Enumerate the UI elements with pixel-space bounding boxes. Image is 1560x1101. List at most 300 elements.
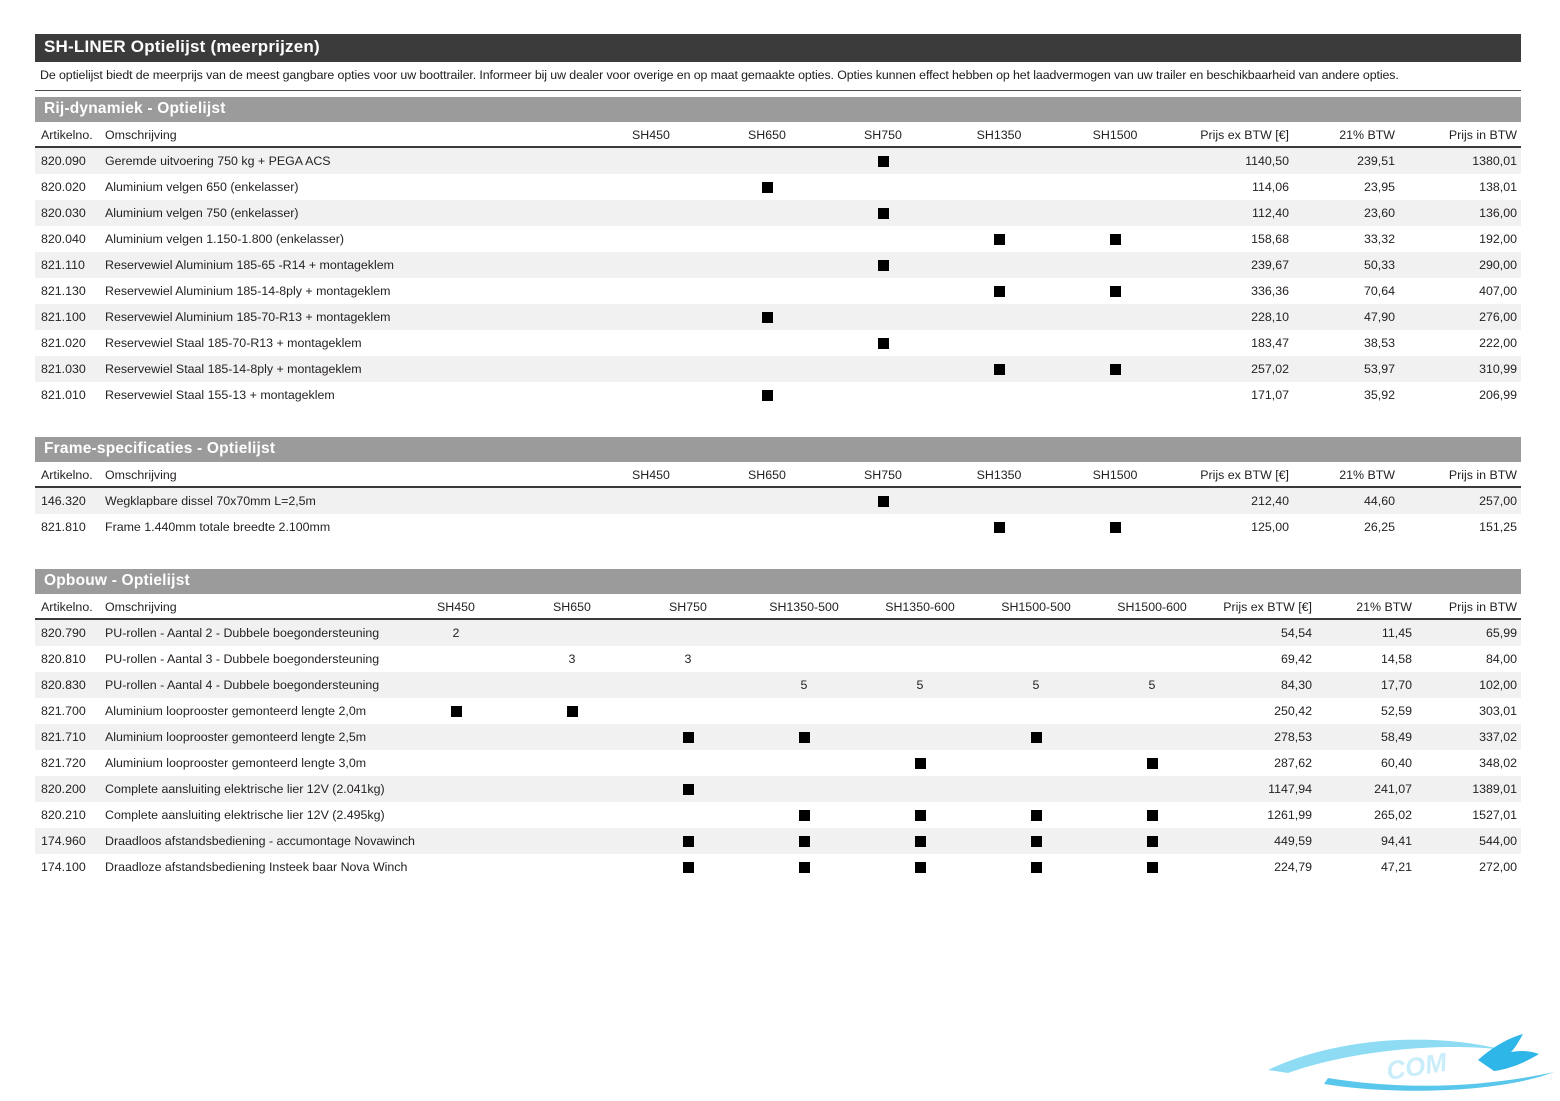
model-cell	[709, 356, 825, 382]
artikelno-cell: 820.020	[41, 180, 86, 195]
section-1	[35, 437, 1521, 540]
quantity-cell: 5	[800, 678, 808, 693]
model-cell	[1094, 619, 1210, 646]
table-row	[35, 646, 1521, 672]
model-cell	[746, 854, 862, 880]
omschrijving-cell: Reservewiel Staal 185-14-8ply + montageklem	[105, 362, 362, 377]
artikelno-cell: 820.040	[41, 232, 86, 247]
table-row	[35, 330, 1521, 356]
artikelno-cell: 820.030	[41, 206, 86, 221]
model-cell	[398, 802, 514, 828]
col-header-model: SH750	[864, 128, 902, 143]
table-row	[35, 619, 1521, 646]
artikelno-cell: 821.810	[41, 520, 86, 535]
availability-marker-icon	[915, 836, 926, 847]
availability-marker-icon	[1031, 810, 1042, 821]
vat-cell: 17,70	[1380, 678, 1412, 693]
price-in-cell: 337,02	[1479, 730, 1517, 745]
col-header-model: SH1350-600	[885, 600, 955, 615]
model-cell	[825, 514, 941, 540]
model-cell	[862, 750, 978, 776]
model-cell	[862, 776, 978, 802]
model-cell	[593, 330, 709, 356]
omschrijving-cell: Aluminium velgen 1.150-1.800 (enkelasser)	[105, 232, 344, 247]
model-cell	[941, 356, 1057, 382]
omschrijving-cell: Reservewiel Aluminium 185-65 -R14 + montageklem	[105, 258, 394, 273]
availability-marker-icon	[915, 758, 926, 769]
availability-marker-icon	[683, 862, 694, 873]
intro-text: De optielijst biedt de meerprijs van de meest gangbare opties voor uw boottrailer. Informeer bij uw dealer voor overige en op maat gemaakte opties. Opties kunnen effect hebben op het laadvermogen van uw trailer en beschikbaarheid van andere opties.	[35, 62, 1521, 91]
price-ex-cell: 125,00	[1251, 520, 1289, 535]
artikelno-cell: 820.090	[41, 154, 86, 169]
availability-marker-icon	[1110, 234, 1121, 245]
price-in-cell: 290,00	[1479, 258, 1517, 273]
model-cell	[978, 854, 1094, 880]
availability-marker-icon	[1110, 522, 1121, 533]
boat-wave-watermark-logo	[1260, 1019, 1560, 1099]
artikelno-cell: 821.720	[41, 756, 86, 771]
section-title: Opbouw - Optielijst	[35, 569, 1521, 594]
table-row	[35, 278, 1521, 304]
price-ex-cell: 228,10	[1251, 310, 1289, 325]
omschrijving-cell: PU-rollen - Aantal 3 - Dubbele boegondersteuning	[105, 652, 380, 667]
vat-cell: 26,25	[1363, 520, 1395, 535]
omschrijving-cell: Aluminium velgen 650 (enkelasser)	[105, 180, 299, 195]
availability-marker-icon	[683, 732, 694, 743]
artikelno-cell: 821.030	[41, 362, 86, 377]
model-cell	[941, 226, 1057, 252]
availability-marker-icon	[451, 706, 462, 717]
omschrijving-cell: Aluminium looprooster gemonteerd lengte 3,0m	[105, 756, 367, 771]
col-header-model: SH650	[748, 128, 786, 143]
model-cell	[398, 672, 514, 698]
vat-cell: 60,40	[1380, 756, 1412, 771]
model-cell	[593, 304, 709, 330]
availability-marker-icon	[762, 312, 773, 323]
price-in-cell: 102,00	[1479, 678, 1517, 693]
model-cell	[398, 646, 514, 672]
model-cell	[630, 854, 746, 880]
model-cell	[593, 382, 709, 408]
model-cell	[514, 619, 630, 646]
vat-cell: 38,53	[1363, 336, 1395, 351]
model-cell	[1094, 698, 1210, 724]
price-in-cell: 348,02	[1479, 756, 1517, 771]
model-cell	[825, 330, 941, 356]
model-cell	[941, 382, 1057, 408]
price-ex-cell: 84,30	[1280, 678, 1312, 693]
header-row	[35, 462, 1521, 487]
availability-marker-icon	[878, 156, 889, 167]
price-in-cell: 136,00	[1479, 206, 1517, 221]
model-cell	[825, 278, 941, 304]
col-header-model: SH1350	[976, 128, 1022, 143]
omschrijving-cell: Reservewiel Staal 155-13 + montageklem	[105, 388, 335, 403]
model-cell	[1057, 382, 1173, 408]
col-header-model: SH750	[864, 468, 902, 483]
price-ex-cell: 1147,94	[1268, 782, 1312, 797]
vat-cell: 53,97	[1363, 362, 1395, 377]
model-cell	[709, 147, 825, 174]
model-cell	[1057, 304, 1173, 330]
price-ex-cell: 212,40	[1251, 494, 1289, 509]
watermark-text: COM	[1384, 1046, 1449, 1086]
omschrijving-cell: PU-rollen - Aantal 2 - Dubbele boegondersteuning	[105, 626, 380, 641]
model-cell	[1094, 724, 1210, 750]
table-row	[35, 487, 1521, 514]
vat-cell: 11,45	[1381, 626, 1412, 641]
section-2	[35, 569, 1521, 880]
model-cell	[746, 646, 862, 672]
availability-marker-icon	[799, 836, 810, 847]
col-header-model: SH750	[669, 600, 707, 615]
model-cell	[514, 802, 630, 828]
col-header-vat: 21% BTW	[1356, 600, 1412, 615]
model-cell	[709, 487, 825, 514]
model-cell	[746, 724, 862, 750]
col-header-price-in: Prijs in BTW	[1448, 468, 1517, 483]
model-cell	[1094, 776, 1210, 802]
availability-marker-icon	[1031, 836, 1042, 847]
model-cell	[1057, 278, 1173, 304]
col-header-model: SH1500	[1092, 468, 1138, 483]
model-cell	[514, 854, 630, 880]
price-in-cell: 1527,01	[1472, 808, 1517, 823]
table-row	[35, 776, 1521, 802]
vat-cell: 47,21	[1380, 860, 1412, 875]
artikelno-cell: 821.110	[41, 258, 85, 273]
availability-marker-icon	[1147, 836, 1158, 847]
omschrijving-cell: Frame 1.440mm totale breedte 2.100mm	[105, 520, 331, 535]
quantity-cell: 5	[916, 678, 924, 693]
price-in-cell: 310,99	[1479, 362, 1517, 377]
artikelno-cell: 820.210	[41, 808, 86, 823]
quantity-cell: 5	[1032, 678, 1040, 693]
col-header-artikelno: Artikelno.	[41, 128, 93, 143]
price-ex-cell: 287,62	[1274, 756, 1312, 771]
model-cell	[941, 514, 1057, 540]
model-cell	[630, 724, 746, 750]
price-ex-cell: 1140,50	[1245, 154, 1289, 169]
omschrijving-cell: Geremde uitvoering 750 kg + PEGA ACS	[105, 154, 331, 169]
price-in-cell: 272,00	[1479, 860, 1517, 875]
col-header-price-in: Prijs in BTW	[1448, 600, 1517, 615]
price-in-cell: 151,25	[1479, 520, 1517, 535]
model-cell	[398, 854, 514, 880]
availability-marker-icon	[878, 338, 889, 349]
model-cell	[593, 226, 709, 252]
vat-cell: 35,92	[1363, 388, 1395, 403]
availability-marker-icon	[1147, 810, 1158, 821]
table-row	[35, 672, 1521, 698]
model-cell	[709, 304, 825, 330]
price-in-cell: 276,00	[1479, 310, 1517, 325]
table-row	[35, 514, 1521, 540]
col-header-vat: 21% BTW	[1339, 468, 1395, 483]
model-cell	[593, 174, 709, 200]
section-title: Rij-dynamiek - Optielijst	[35, 97, 1521, 122]
price-in-cell: 1389,01	[1472, 782, 1517, 797]
table-row	[35, 698, 1521, 724]
availability-marker-icon	[1110, 286, 1121, 297]
artikelno-cell: 146.320	[41, 494, 86, 509]
model-cell	[514, 750, 630, 776]
artikelno-cell: 821.700	[41, 704, 86, 719]
col-header-artikelno: Artikelno.	[41, 600, 93, 615]
model-cell	[709, 514, 825, 540]
availability-marker-icon	[683, 836, 694, 847]
quantity-cell: 3	[684, 652, 692, 667]
col-header-model: SH650	[748, 468, 786, 483]
col-header-model: SH450	[632, 468, 670, 483]
availability-marker-icon	[994, 522, 1005, 533]
col-header-model: SH1500-500	[1001, 600, 1071, 615]
artikelno-cell: 820.200	[41, 782, 86, 797]
model-cell	[978, 802, 1094, 828]
omschrijving-cell: Reservewiel Aluminium 185-70-R13 + montageklem	[105, 310, 391, 325]
col-header-model: SH1350	[976, 468, 1022, 483]
header-row	[35, 122, 1521, 147]
availability-marker-icon	[915, 862, 926, 873]
header-row	[35, 594, 1521, 619]
model-cell	[825, 226, 941, 252]
vat-cell: 70,64	[1363, 284, 1395, 299]
quantity-cell: 5	[1148, 678, 1156, 693]
model-cell	[862, 698, 978, 724]
col-header-model: SH450	[632, 128, 670, 143]
model-cell	[398, 776, 514, 802]
model-cell	[941, 147, 1057, 174]
model-cell	[709, 382, 825, 408]
artikelno-cell: 821.100	[41, 310, 86, 325]
col-header-model: SH1500	[1092, 128, 1138, 143]
vat-cell: 50,33	[1363, 258, 1395, 273]
options-table	[35, 122, 1521, 408]
availability-marker-icon	[567, 706, 578, 717]
omschrijving-cell: Reservewiel Aluminium 185-14-8ply + montageklem	[105, 284, 391, 299]
artikelno-cell: 174.960	[41, 834, 86, 849]
price-in-cell: 206,99	[1479, 388, 1517, 403]
col-header-model: SH650	[553, 600, 591, 615]
model-cell	[1094, 802, 1210, 828]
model-cell	[941, 200, 1057, 226]
table-row	[35, 356, 1521, 382]
model-cell	[1057, 226, 1173, 252]
price-in-cell: 222,00	[1479, 336, 1517, 351]
model-cell	[1057, 356, 1173, 382]
col-header-model: SH450	[437, 600, 475, 615]
model-cell	[825, 487, 941, 514]
availability-marker-icon	[994, 234, 1005, 245]
model-cell	[593, 487, 709, 514]
availability-marker-icon	[994, 286, 1005, 297]
vat-cell: 58,49	[1380, 730, 1412, 745]
quantity-cell: 3	[568, 652, 576, 667]
model-cell	[941, 330, 1057, 356]
availability-marker-icon	[878, 208, 889, 219]
model-cell	[630, 619, 746, 646]
model-cell	[514, 776, 630, 802]
price-ex-cell: 224,79	[1274, 860, 1312, 875]
model-cell	[1057, 200, 1173, 226]
artikelno-cell: 821.710	[41, 730, 86, 745]
omschrijving-cell: Complete aansluiting elektrische lier 12V (2.495kg)	[105, 808, 385, 823]
model-cell	[1057, 252, 1173, 278]
model-cell	[825, 382, 941, 408]
model-cell	[514, 724, 630, 750]
model-cell	[709, 226, 825, 252]
price-in-cell: 257,00	[1479, 494, 1517, 509]
omschrijving-cell: Draadloos afstandsbediening - accumontage Novawinch	[105, 834, 415, 849]
col-header-vat: 21% BTW	[1339, 128, 1395, 143]
option-tables-container	[35, 97, 1521, 880]
model-cell	[398, 828, 514, 854]
table-row	[35, 252, 1521, 278]
availability-marker-icon	[1031, 862, 1042, 873]
price-ex-cell: 449,59	[1274, 834, 1312, 849]
col-header-artikelno: Artikelno.	[41, 468, 93, 483]
price-ex-cell: 183,47	[1251, 336, 1289, 351]
model-cell	[746, 750, 862, 776]
fish-fin-icon	[1478, 1034, 1539, 1071]
price-ex-cell: 112,40	[1252, 206, 1289, 221]
table-row	[35, 382, 1521, 408]
price-in-cell: 407,00	[1479, 284, 1517, 299]
model-cell	[825, 356, 941, 382]
col-header-price-ex: Prijs ex BTW [€]	[1200, 128, 1289, 143]
col-header-price-ex: Prijs ex BTW [€]	[1223, 600, 1312, 615]
section-title: Frame-specificaties - Optielijst	[35, 437, 1521, 462]
table-row	[35, 226, 1521, 252]
model-cell	[1057, 514, 1173, 540]
availability-marker-icon	[878, 496, 889, 507]
model-cell	[941, 252, 1057, 278]
model-cell	[709, 174, 825, 200]
vat-cell: 94,41	[1380, 834, 1412, 849]
model-cell	[862, 828, 978, 854]
price-ex-cell: 158,68	[1251, 232, 1289, 247]
table-row	[35, 802, 1521, 828]
artikelno-cell: 821.010	[41, 388, 86, 403]
artikelno-cell: 820.830	[41, 678, 86, 693]
model-cell	[630, 698, 746, 724]
model-cell	[746, 698, 862, 724]
model-cell	[630, 828, 746, 854]
model-cell	[709, 200, 825, 226]
model-cell	[978, 776, 1094, 802]
vat-cell: 47,90	[1363, 310, 1395, 325]
vat-cell: 23,60	[1363, 206, 1395, 221]
artikelno-cell: 820.810	[41, 652, 86, 667]
availability-marker-icon	[799, 862, 810, 873]
model-cell	[709, 330, 825, 356]
price-in-cell: 138,01	[1479, 180, 1517, 195]
model-cell	[825, 304, 941, 330]
artikelno-cell: 174.100	[41, 860, 86, 875]
model-cell	[746, 776, 862, 802]
model-cell	[978, 750, 1094, 776]
model-cell	[746, 802, 862, 828]
availability-marker-icon	[878, 260, 889, 271]
model-cell	[1057, 487, 1173, 514]
model-cell	[978, 619, 1094, 646]
vat-cell: 14,58	[1380, 652, 1412, 667]
price-in-cell: 544,00	[1479, 834, 1517, 849]
availability-marker-icon	[1147, 862, 1158, 873]
model-cell	[825, 252, 941, 278]
table-row	[35, 200, 1521, 226]
price-in-cell: 192,00	[1479, 232, 1517, 247]
col-header-omschrijving: Omschrijving	[105, 128, 177, 143]
model-cell	[593, 278, 709, 304]
model-cell	[862, 619, 978, 646]
omschrijving-cell: PU-rollen - Aantal 4 - Dubbele boegondersteuning	[105, 678, 380, 693]
model-cell	[630, 776, 746, 802]
omschrijving-cell: Aluminium looprooster gemonteerd lengte 2,0m	[105, 704, 367, 719]
model-cell	[746, 828, 862, 854]
table-row	[35, 724, 1521, 750]
omschrijving-cell: Reservewiel Staal 185-70-R13 + montageklem	[105, 336, 362, 351]
model-cell	[978, 828, 1094, 854]
model-cell	[1057, 330, 1173, 356]
price-ex-cell: 114,06	[1252, 180, 1289, 195]
availability-marker-icon	[915, 810, 926, 821]
table-row	[35, 854, 1521, 880]
price-ex-cell: 69,42	[1280, 652, 1312, 667]
price-ex-cell: 239,67	[1251, 258, 1289, 273]
omschrijving-cell: Aluminium velgen 750 (enkelasser)	[105, 206, 299, 221]
col-header-model: SH1500-600	[1117, 600, 1187, 615]
model-cell	[514, 828, 630, 854]
model-cell	[862, 802, 978, 828]
availability-marker-icon	[799, 810, 810, 821]
col-header-price-in: Prijs in BTW	[1448, 128, 1517, 143]
model-cell	[825, 147, 941, 174]
table-row	[35, 750, 1521, 776]
availability-marker-icon	[762, 182, 773, 193]
model-cell	[1094, 854, 1210, 880]
vat-cell: 33,32	[1363, 232, 1395, 247]
price-ex-cell: 54,54	[1280, 626, 1312, 641]
model-cell	[978, 698, 1094, 724]
vat-cell: 23,95	[1363, 180, 1395, 195]
availability-marker-icon	[683, 784, 694, 795]
price-ex-cell: 1261,99	[1267, 808, 1312, 823]
omschrijving-cell: Complete aansluiting elektrische lier 12V (2.041kg)	[105, 782, 385, 797]
omschrijving-cell: Draadloze afstandsbediening Insteek baar Nova Winch	[105, 860, 408, 875]
quantity-cell: 2	[452, 626, 460, 641]
model-cell	[978, 724, 1094, 750]
price-ex-cell: 257,02	[1251, 362, 1289, 377]
price-in-cell: 1380,01	[1472, 154, 1517, 169]
table-row	[35, 828, 1521, 854]
table-row	[35, 174, 1521, 200]
price-in-cell: 303,01	[1479, 704, 1517, 719]
price-ex-cell: 336,36	[1251, 284, 1289, 299]
model-cell	[862, 646, 978, 672]
table-row	[35, 147, 1521, 174]
model-cell	[514, 698, 630, 724]
model-cell	[862, 724, 978, 750]
page-title: SH-LINER Optielijst (meerprijzen)	[35, 34, 1521, 62]
model-cell	[593, 200, 709, 226]
model-cell	[825, 200, 941, 226]
model-cell	[398, 698, 514, 724]
model-cell	[593, 252, 709, 278]
model-cell	[1057, 174, 1173, 200]
availability-marker-icon	[1147, 758, 1158, 769]
col-header-model: SH1350-500	[769, 600, 839, 615]
